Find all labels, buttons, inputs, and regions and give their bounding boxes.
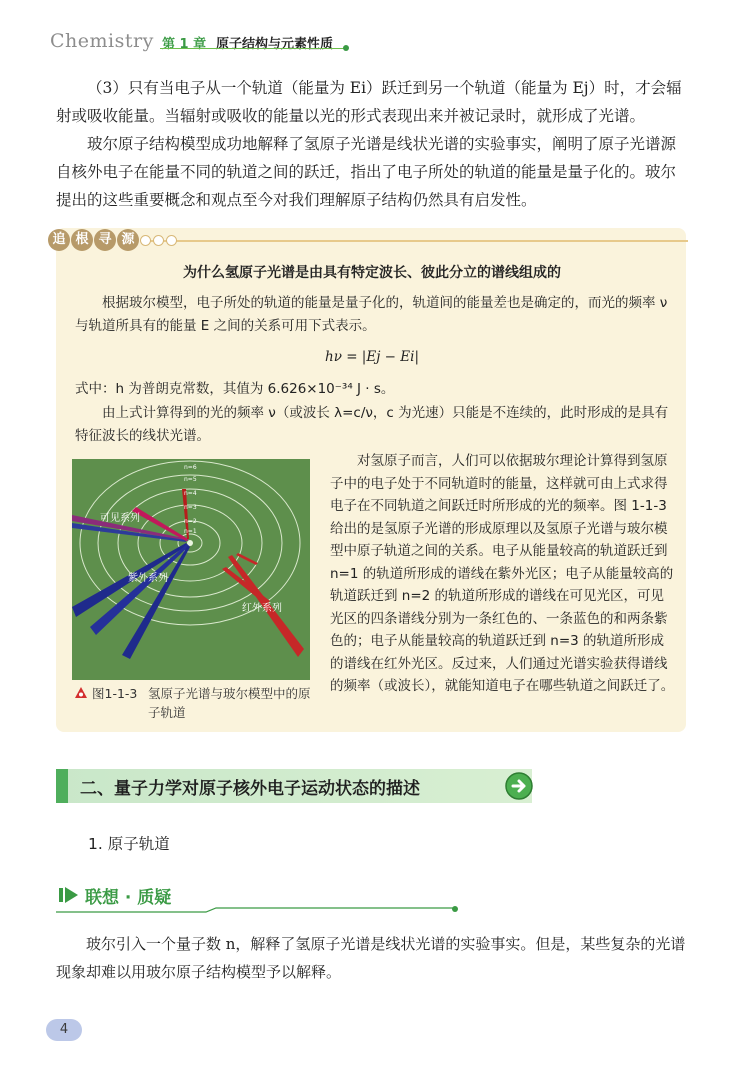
bead-icon bbox=[166, 235, 177, 246]
box-paragraph-1: 根据玻尔模型，电子所处的轨道的能量是量子化的，轨道间的能量差也是确定的，而光的频率 ν 与轨道所具有的能量 E 之间的关系可用下式表示。 bbox=[75, 295, 668, 334]
bohr-model-figure bbox=[72, 459, 310, 680]
figure-caption-text: 氢原子光谱与玻尔模型中的原子轨道 bbox=[148, 686, 311, 720]
box-paragraph-2: 式中：h 为普朗克常数，其值为 6.626×10⁻³⁴ J · s。 bbox=[75, 381, 395, 397]
ask-dot bbox=[452, 906, 458, 912]
box-chip-2: 根 bbox=[71, 229, 93, 251]
box-paragraph-3: 由上式计算得到的光的频率 ν（或波长 λ=c/ν，c 为光速）只能是不连续的，此时形成的是具有特征波长的线状光谱。 bbox=[75, 405, 669, 444]
paragraph-2: 玻尔原子结构模型成功地解释了氢原子光谱是线状光谱的实验事实，阐明了原子光谱源自核外电子在能量不同的轨道之间的跃迁，指出了电子所处的轨道的能量是量子化的。玻尔提出的这些重要概念和观点至今对我们理解原子结构仍然具有启发性。 bbox=[56, 135, 677, 209]
section-title: 二、量子力学对原子核外电子运动状态的描述 bbox=[80, 779, 420, 799]
box-chip-3: 寻 bbox=[94, 229, 116, 251]
subsection-title: 1. 原子轨道 bbox=[88, 835, 170, 853]
play-icon bbox=[58, 884, 80, 906]
ask-label: 联想 · 质疑 bbox=[85, 888, 172, 908]
box-chip-1: 追 bbox=[48, 229, 70, 251]
header-dot bbox=[343, 45, 349, 51]
section-bar-accent bbox=[56, 769, 68, 803]
header-rule bbox=[160, 48, 346, 49]
series-uv-label: 紫外系列 bbox=[128, 573, 168, 584]
box-formula: hν = |Ej − Ei| bbox=[325, 349, 419, 365]
info-box-rule bbox=[150, 240, 688, 242]
page-number: 4 bbox=[46, 1019, 82, 1041]
paragraph-1: （3）只有当电子从一个轨道（能量为 Ei）跃迁到另一个轨道（能量为 Ej）时，才会辐射或吸收能量。当辐射或吸收的能量以光的形式表现出来并被记录时，就形成了光谱。 bbox=[56, 79, 682, 125]
bead-icon bbox=[153, 235, 164, 246]
ask-rule bbox=[56, 907, 456, 913]
box-heading: 为什么氢原子光谱是由具有特定波长、彼此分立的谱线组成的 bbox=[183, 265, 561, 281]
series-ir-label: 红外系列 bbox=[242, 603, 282, 614]
figure-caption-icon bbox=[74, 686, 88, 700]
series-visible-label: 可见系列 bbox=[100, 513, 140, 524]
box-chip-4: 源 bbox=[117, 229, 139, 251]
header-title: 原子结构与元素性质 bbox=[216, 37, 334, 52]
figure-caption-number: 图1-1-3 bbox=[92, 686, 138, 701]
ask-paragraph: 玻尔引入一个量子数 n，解释了氢原子光谱是线状光谱的实验事实。但是，某些复杂的光谱现象却难以用玻尔原子结构模型予以解释。 bbox=[56, 935, 686, 981]
orbit-label-2: n=2 bbox=[184, 518, 197, 525]
bead-icon bbox=[140, 235, 151, 246]
orbit-label-1: n=1 bbox=[184, 528, 197, 535]
orbit-label-4: n=4 bbox=[184, 490, 197, 497]
orbit-label-3: n=3 bbox=[184, 504, 197, 511]
box-right-text: 对氢原子而言，人们可以依据玻尔理论计算得到氢原子中的电子处于不同轨道时的能量，这样就可由上式求得电子在不同轨道之间跃迁时所形成的光的频率。图 1-1-3 给出的是氢原子光谱的形成原理以及氢原子光谱与玻尔模型中原子轨道之间的关系。电子从能量较高的轨道跃迁到 n=1 的轨道所形成的谱线在紫外光区；电子从能量较高的轨道跃迁到 n=2 的轨道所形成的谱线在可见光区，可见光区的四条谱线分别为一条红色的、一条蓝色的和两条紫色的；电子从能量较高的轨道跃迁到 n=3 的轨道所形成的谱线在红外光区。反过来，人们通过光谱实验获得谱线的频率（或波长），就能知道电子在哪些轨道之间跃迁了。 bbox=[330, 453, 675, 694]
header-chapter: 第 1 章 bbox=[162, 37, 207, 52]
orbit-label-5: n=5 bbox=[184, 476, 197, 483]
orbit-label-6: n=6 bbox=[184, 464, 197, 471]
arrow-right-icon bbox=[504, 771, 534, 801]
header-brand: Chemistry bbox=[50, 30, 154, 52]
